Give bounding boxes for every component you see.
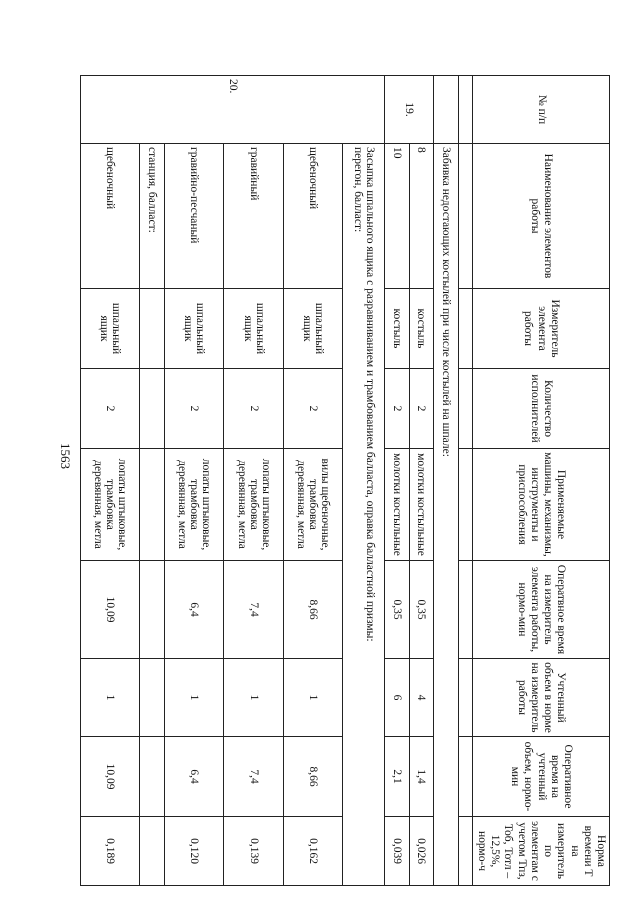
norms-table: [80, 75, 610, 886]
table-row: [283, 76, 342, 886]
cell-op-time-elem: 7,4: [224, 561, 283, 659]
cell-meter: костыль: [409, 289, 434, 369]
cell-count: 2: [385, 369, 410, 449]
header-meter: Измеритель элемента работы: [472, 289, 609, 369]
cell-tools: вилы щебеночные, трамбовка деревянная, метла: [283, 449, 342, 561]
cell-num: 20.: [81, 76, 385, 144]
cell-tools: молотки костыльные: [409, 449, 434, 561]
cell-name: 8: [409, 144, 434, 289]
cell-norm: 0,026: [409, 817, 434, 886]
header-num: № п/п: [472, 76, 609, 144]
cell-count: 2: [224, 369, 283, 449]
cell-meter: шпальный ящик: [81, 289, 140, 369]
header-op-time-vol: Оперативное время на учтенный объем, нормо-мин: [472, 737, 609, 817]
header-volume: Учтенный объем в норме на измеритель работы: [472, 659, 609, 737]
cell-norm: 0,039: [385, 817, 410, 886]
cell-count: 2: [165, 369, 224, 449]
cell-name: щебеночный: [283, 144, 342, 289]
cell-op-time-vol: 2,1: [385, 737, 410, 817]
table-row: [385, 76, 410, 886]
table-section-row: [140, 76, 165, 886]
cell-volume: 1: [283, 659, 342, 737]
subsection-text: станция, балласт:: [140, 144, 165, 289]
cell-name: 10: [385, 144, 410, 289]
cell-tools: лопаты штыковые, трамбовка деревянная, метла: [165, 449, 224, 561]
cell-name: гравийно-песчаный: [165, 144, 224, 289]
cell-count: 2: [409, 369, 434, 449]
section-text: Засыпка шпального ящика с разравниванием и трамбованием балласта, оправка балластной призмы: перегон, балласт:: [343, 144, 385, 886]
cell-meter: шпальный ящик: [283, 289, 342, 369]
section-text: Забивка недостающих костылей при числе костылей на шпале:: [434, 144, 459, 886]
page-number: 1563: [58, 443, 73, 469]
cell-count: 2: [283, 369, 342, 449]
cell-tools: лопаты штыковые, трамбовка деревянная, метла: [81, 449, 140, 561]
cell-tools: молотки костыльные: [385, 449, 410, 561]
header-tools: Применяемые машины, механизмы, инструменты и приспособления: [472, 449, 609, 561]
cell-norm: 0,162: [283, 817, 342, 886]
table-row: [81, 76, 140, 886]
cell-num: 19.: [385, 76, 434, 144]
cell-op-time-elem: 6,4: [165, 561, 224, 659]
cell-count: 2: [81, 369, 140, 449]
norms-table-rotated: [80, 75, 610, 885]
cell-volume: 1: [165, 659, 224, 737]
cell-op-time-vol: 1,4: [409, 737, 434, 817]
table-header-row: [472, 76, 609, 886]
header-count: Количество исполнителей: [472, 369, 609, 449]
table-row: [409, 76, 434, 886]
cell-op-time-vol: 6,4: [165, 737, 224, 817]
cell-op-time-elem: 0,35: [385, 561, 410, 659]
header-norm: Норма времени Т на измеритель по элементам с учетом Тпз, Тоб, Тотл – 12,5%, нормо-ч: [472, 817, 609, 886]
cell-op-time-vol: 7,4: [224, 737, 283, 817]
cell-op-time-elem: 0,35: [409, 561, 434, 659]
cell-name: щебеночный: [81, 144, 140, 289]
cell-meter: шпальный ящик: [224, 289, 283, 369]
table-spacer-row: [458, 76, 472, 886]
cell-volume: 4: [409, 659, 434, 737]
cell-volume: 6: [385, 659, 410, 737]
cell-norm: 0,120: [165, 817, 224, 886]
cell-meter: шпальный ящик: [165, 289, 224, 369]
table-row: [165, 76, 224, 886]
cell-norm: 0,189: [81, 817, 140, 886]
header-op-time-elem: Оператвное время на измеритель элемента работы, нормо-мин: [472, 561, 609, 659]
cell-op-time-vol: 8,66: [283, 737, 342, 817]
table-row: [224, 76, 283, 886]
cell-norm: 0,139: [224, 817, 283, 886]
header-name: Наименование элементов работы: [472, 144, 609, 289]
cell-volume: 1: [81, 659, 140, 737]
cell-volume: 1: [224, 659, 283, 737]
table-section-row: [343, 76, 385, 886]
table-section-row: [434, 76, 459, 886]
cell-meter: костыль: [385, 289, 410, 369]
cell-op-time-elem: 10,09: [81, 561, 140, 659]
cell-op-time-elem: 8,66: [283, 561, 342, 659]
cell-tools: лопаты штыковые, трамбовка деревянная, метла: [224, 449, 283, 561]
cell-name: гравийный: [224, 144, 283, 289]
cell-op-time-vol: 10,09: [81, 737, 140, 817]
